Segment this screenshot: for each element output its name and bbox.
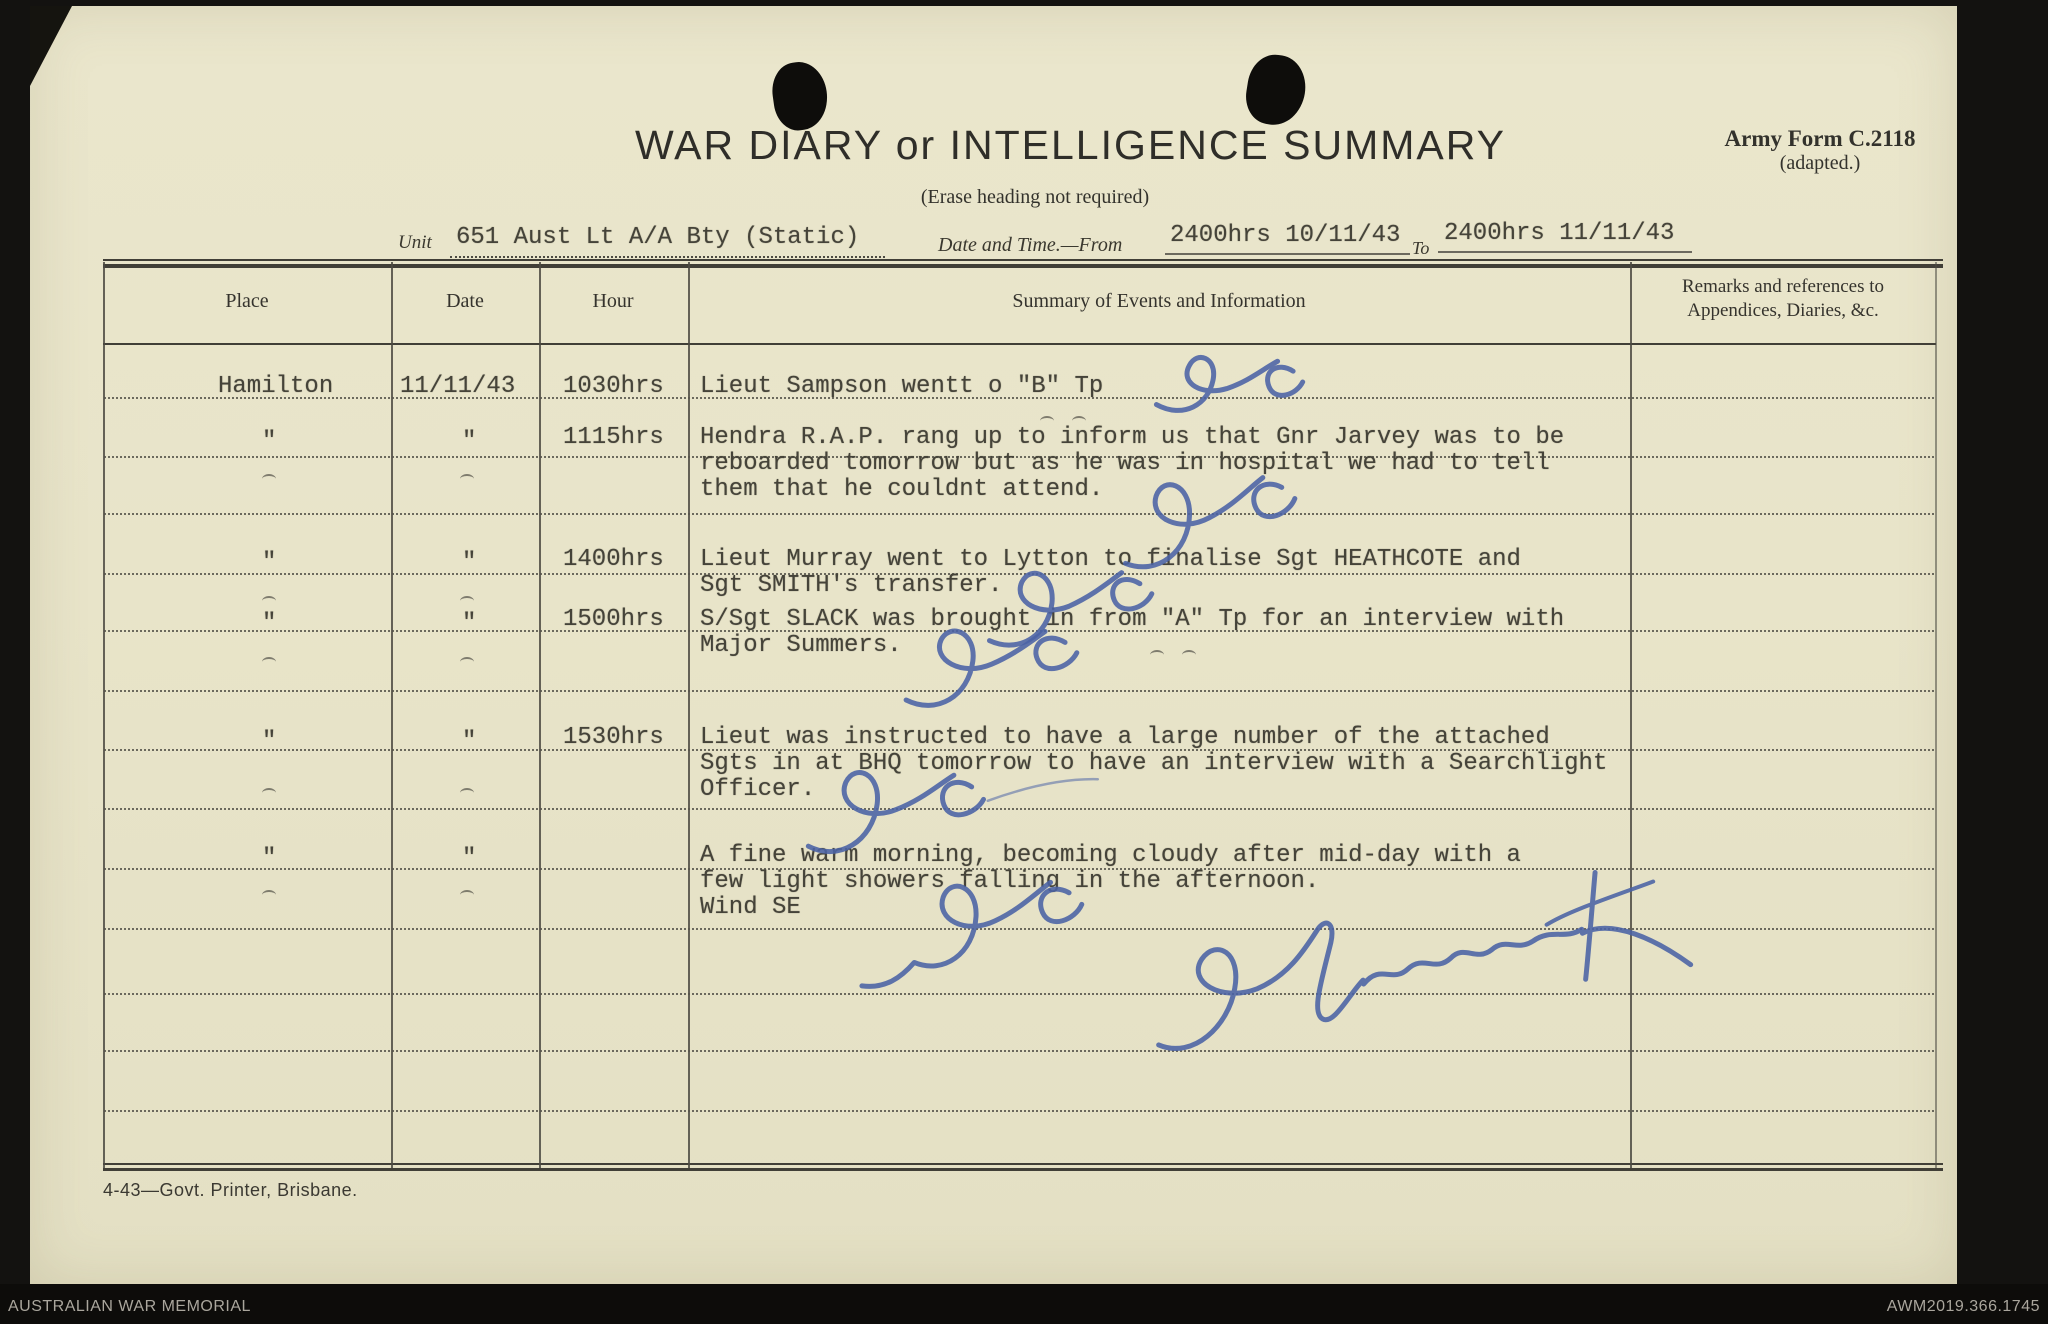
row-rule	[104, 1050, 1934, 1052]
header-separator-rule	[103, 343, 1936, 345]
stray-mark	[460, 788, 474, 798]
row6-summary-line: A fine warm morning, becoming cloudy after mid-day with a	[700, 842, 1521, 869]
to-underline	[1438, 251, 1692, 253]
row2-summary-line: Hendra R.A.P. rang up to inform us that Gnr Jarvey was to be	[700, 424, 1565, 451]
table-right-border	[1935, 262, 1937, 1168]
stray-mark	[1072, 416, 1086, 426]
datetime-label: Date and Time.—From	[938, 234, 1123, 256]
row5-summary-line: Sgts in at BHQ tomorrow to have an interview with a Searchlight	[700, 750, 1608, 777]
row6-date-ditto: "	[462, 845, 477, 872]
row3-summary-line: Lieut Murray went to Lytton to finalise Sgt HEATHCOTE and	[700, 546, 1521, 573]
row3-date-ditto: "	[462, 549, 477, 576]
row6-summary-line: Wind SE	[700, 894, 801, 921]
row5-summary-line: Lieut was instructed to have a large number of the attached	[700, 724, 1550, 751]
stray-mark	[262, 657, 276, 667]
row4-date-ditto: "	[462, 610, 477, 637]
row4-hour: 1500hrs	[563, 606, 664, 633]
datetime-to-label: To	[1412, 238, 1430, 258]
unit-underline	[450, 256, 885, 258]
row5-summary-line: Officer.	[700, 776, 816, 803]
unit-value: 651 Aust Lt A/A Bty (Static)	[456, 224, 860, 251]
printer-note: 4-43—Govt. Printer, Brisbane.	[103, 1180, 358, 1200]
row5-hour: 1530hrs	[563, 724, 664, 751]
form-title: WAR DIARY or INTELLIGENCE SUMMARY	[635, 122, 1506, 168]
stray-mark	[460, 474, 474, 484]
unit-label: Unit	[398, 232, 432, 253]
row3-place-ditto: "	[262, 549, 277, 576]
stray-mark	[262, 890, 276, 900]
row4-summary-line: S/Sgt SLACK was brought in from "A" Tp for an interview with	[700, 606, 1565, 633]
row3-hour: 1400hrs	[563, 546, 664, 573]
row4-summary-line: Major Summers.	[700, 632, 902, 659]
row2-date-ditto: "	[462, 428, 477, 455]
archive-id-label: AWM2019.366.1745	[1886, 1298, 2040, 1315]
stray-mark	[262, 596, 276, 606]
from-underline	[1165, 253, 1410, 255]
row6-summary-line: few light showers falling in the afternoon.	[700, 868, 1320, 895]
row-rule	[104, 513, 1934, 515]
row4-place-ditto: "	[262, 610, 277, 637]
form-number: Army Form C.2118	[1724, 126, 1916, 151]
row-rule	[104, 1110, 1934, 1112]
awm-caption-bar	[0, 1284, 2048, 1324]
row1-hour: 1030hrs	[563, 373, 664, 400]
row1-summary-line: Lieut Sampson wentt o "B" Tp	[700, 373, 1104, 400]
col-header-summary: Summary of Events and Information	[1012, 290, 1306, 312]
col-header-hour: Hour	[592, 290, 634, 312]
row1-date: 11/11/43	[400, 373, 516, 400]
table-bottom-rule-1	[103, 1163, 1943, 1165]
stray-mark	[1182, 650, 1196, 660]
datetime-from-value: 2400hrs 10/11/43	[1170, 222, 1401, 249]
row1-place: Hamilton	[218, 373, 334, 400]
row2-summary-line: reboarded tomorrow but as he was in hospital we had to tell	[700, 450, 1550, 477]
row5-place-ditto: "	[262, 728, 277, 755]
col-header-place: Place	[225, 290, 269, 312]
row3-summary-line: Sgt SMITH's transfer.	[700, 572, 1003, 599]
row2-place-ditto: "	[262, 428, 277, 455]
table-top-rule-thick	[103, 264, 1943, 268]
form-number-note: (adapted.)	[1779, 152, 1861, 174]
col-header-date: Date	[446, 290, 484, 312]
row2-summary-line: them that he couldnt attend.	[700, 476, 1104, 503]
col-header-remarks-line1: Remarks and references to	[1681, 276, 1885, 297]
stray-mark	[262, 788, 276, 798]
row6-place-ditto: "	[262, 845, 277, 872]
col-header-remarks-line2: Appendices, Diaries, &c.	[1687, 300, 1879, 321]
archive-name-label: AUSTRALIAN WAR MEMORIAL	[8, 1298, 251, 1315]
row5-date-ditto: "	[462, 728, 477, 755]
stray-mark	[460, 657, 474, 667]
table-bottom-rule-2	[103, 1168, 1943, 1171]
stray-mark	[460, 890, 474, 900]
form-subtitle: (Erase heading not required)	[920, 186, 1150, 208]
datetime-to-value: 2400hrs 11/11/43	[1444, 220, 1675, 247]
stray-mark	[460, 596, 474, 606]
stray-mark	[1040, 416, 1054, 426]
stray-mark	[262, 474, 276, 484]
stray-mark	[1150, 650, 1164, 660]
row2-hour: 1115hrs	[563, 424, 664, 451]
table-top-rule-thin	[103, 259, 1943, 261]
